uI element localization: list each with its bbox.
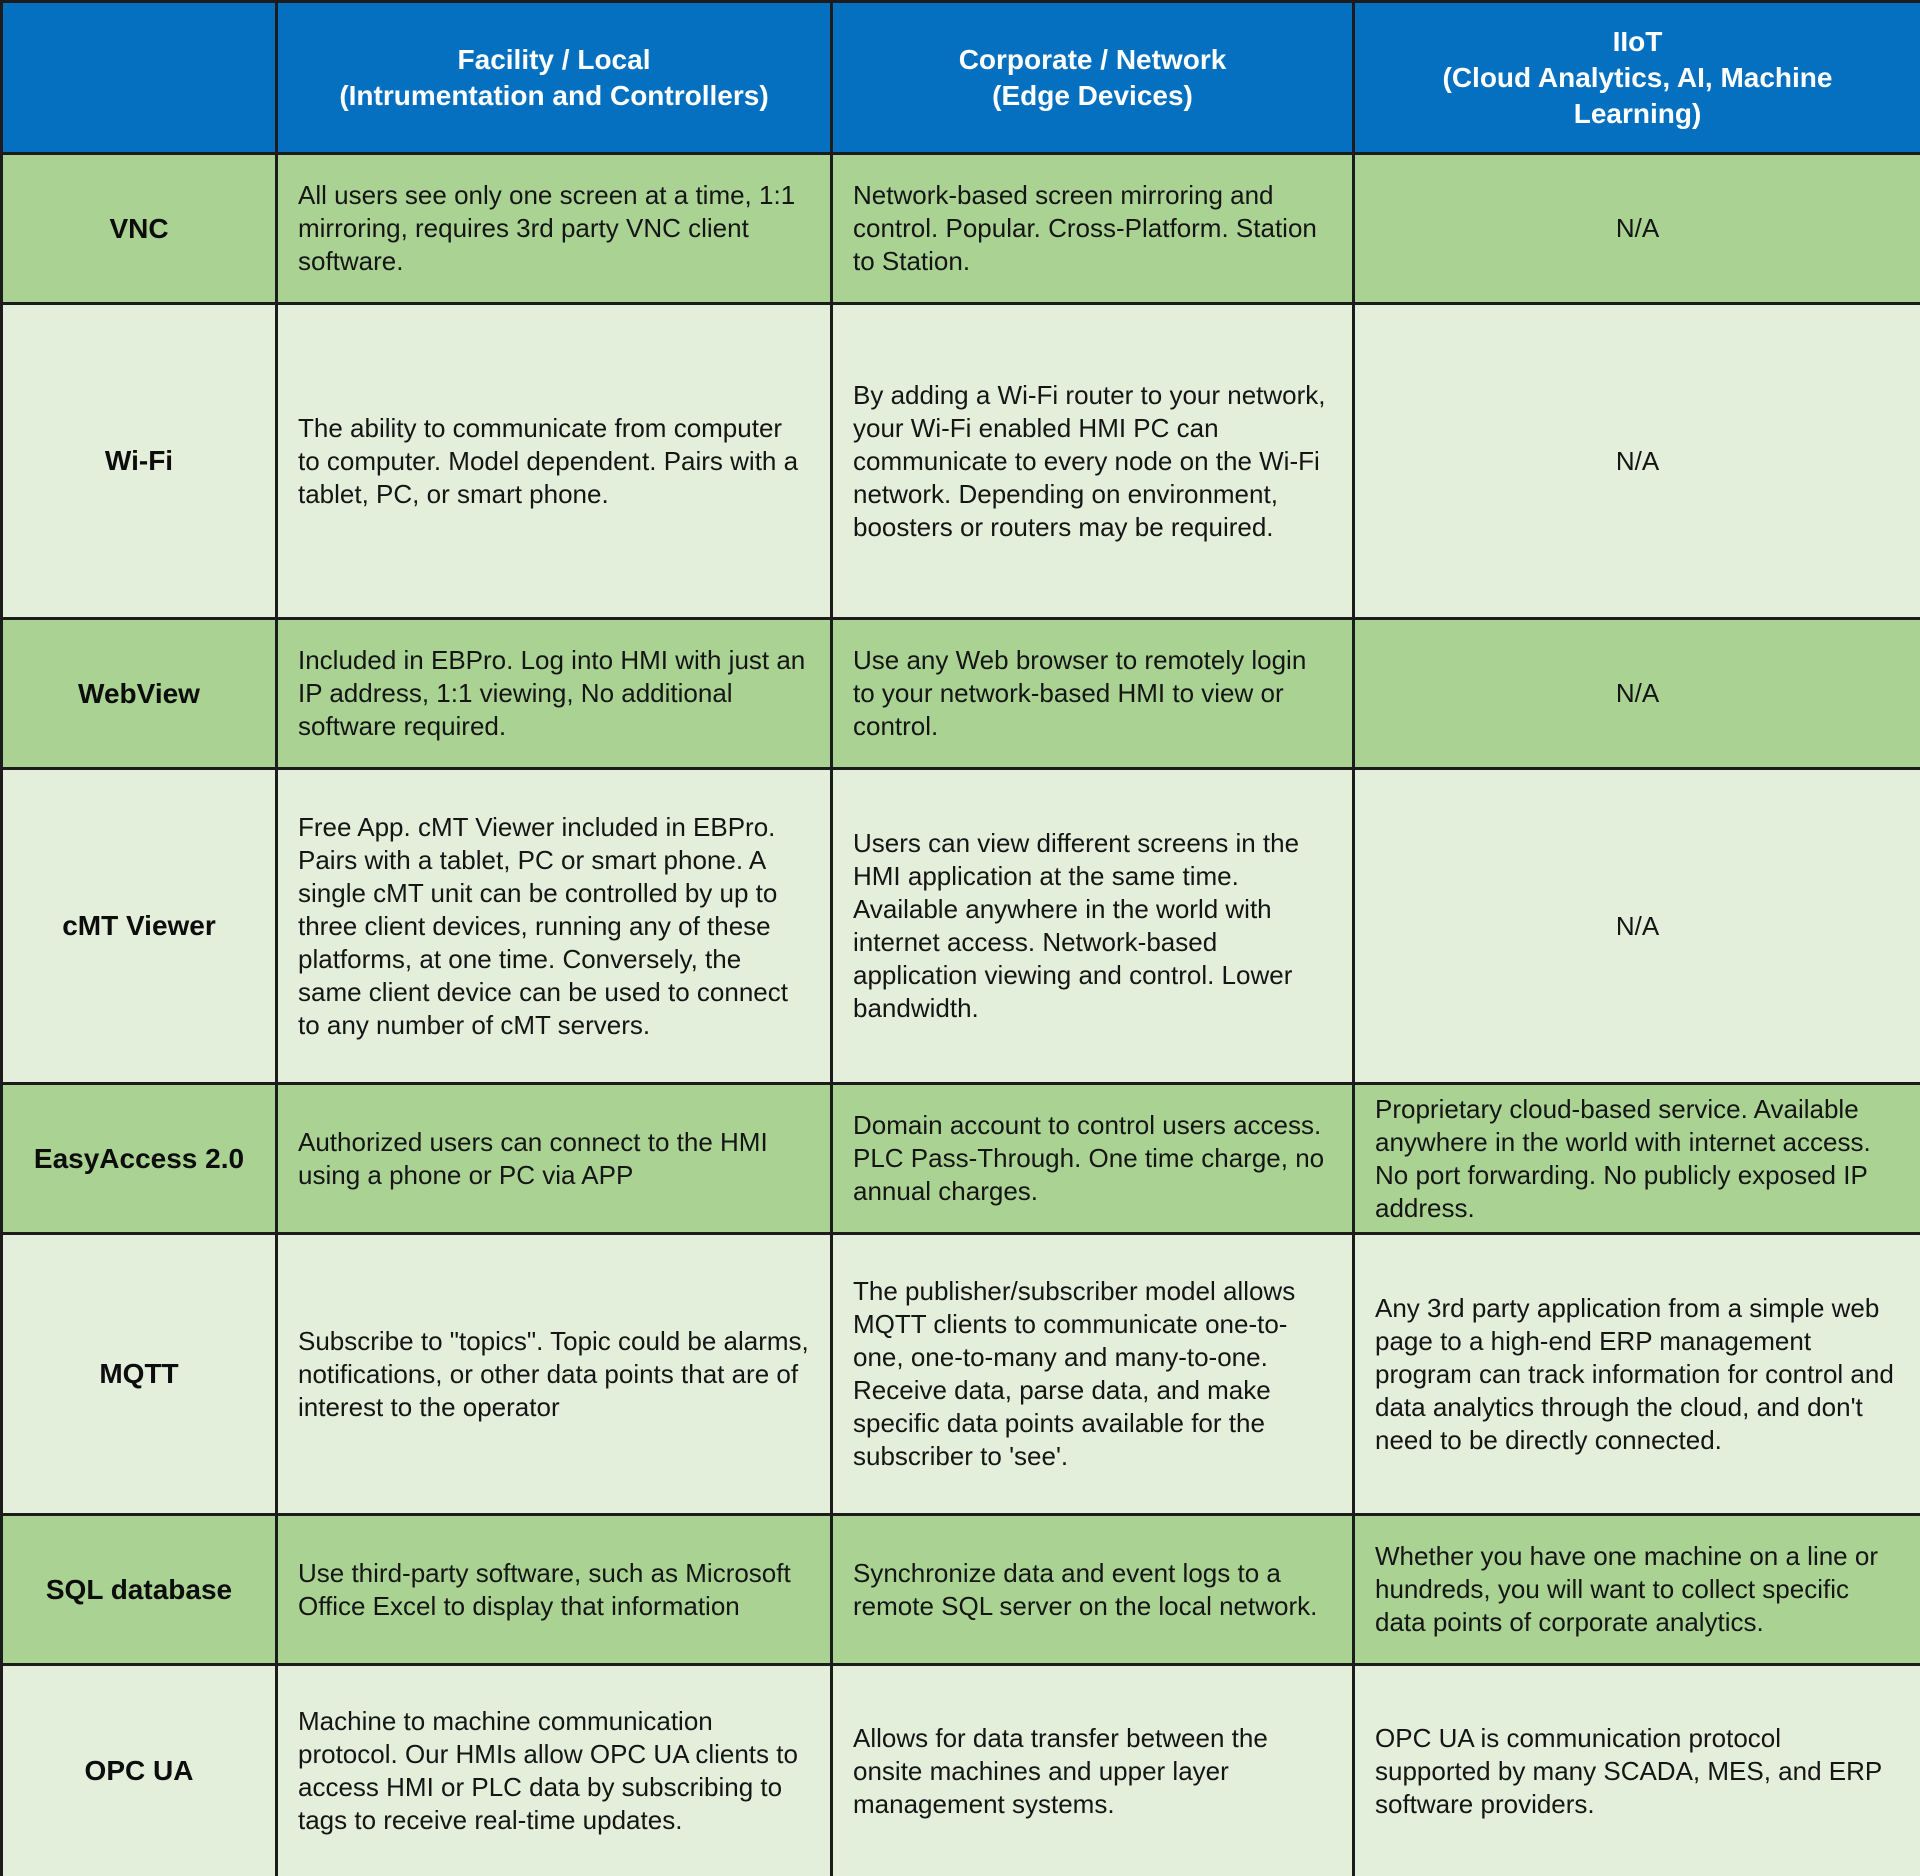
row-label-mqtt: MQTT: [2, 1234, 277, 1515]
table-row-cmt-viewer: [2, 769, 1920, 1084]
header-facility-subtitle: (Intrumentation and Controllers): [339, 79, 769, 111]
header-corporate-title: Corporate / Network: [958, 43, 1227, 75]
header-corner-cell: [2, 2, 277, 154]
row-label-vnc: VNC: [2, 154, 277, 304]
table-row-vnc: [2, 154, 1920, 304]
cell-mqtt-corporate: The publisher/subscriber model allows MQTT clients to communicate one-to-one, one-to-many and many-to-one. Receive data, parse data, and make specific data points available for the subscriber to 'see'.: [832, 1234, 1354, 1515]
cell-easyaccess-corporate: Domain account to control users access. PLC Pass-Through. One time charge, no annual charges.: [832, 1084, 1354, 1234]
cell-sql-database-facility: Use third-party software, such as Microsoft Office Excel to display that information: [277, 1515, 832, 1665]
cell-wifi-facility: The ability to communicate from computer to computer. Model dependent. Pairs with a tablet, PC, or smart phone.: [277, 304, 832, 619]
cell-opc-ua-corporate: Allows for data transfer between the onsite machines and upper layer management systems.: [832, 1665, 1354, 1876]
header-corporate-network: [832, 2, 1354, 154]
cell-easyaccess-facility: Authorized users can connect to the HMI using a phone or PC via APP: [277, 1084, 832, 1234]
cell-opc-ua-facility: Machine to machine communication protocol. Our HMIs allow OPC UA clients to access HMI or PLC data by subscribing to tags to receive real-time updates.: [277, 1665, 832, 1876]
cell-vnc-iiot: N/A: [1354, 154, 1920, 304]
row-label-cmt-viewer: cMT Viewer: [2, 769, 277, 1084]
row-label-opc-ua: OPC UA: [2, 1665, 277, 1876]
cell-webview-facility: Included in EBPro. Log into HMI with just an IP address, 1:1 viewing, No additional software required.: [277, 619, 832, 769]
cell-mqtt-iiot: Any 3rd party application from a simple web page to a high-end ERP management program can track information for control and data analytics through the cloud, and don't need to be directly connected.: [1354, 1234, 1920, 1515]
cell-webview-iiot: N/A: [1354, 619, 1920, 769]
cell-webview-corporate: Use any Web browser to remotely login to your network-based HMI to view or control.: [832, 619, 1354, 769]
table-row-webview: [2, 619, 1920, 769]
row-label-wifi: Wi-Fi: [2, 304, 277, 619]
table-row-opc-ua: [2, 1665, 1920, 1876]
cell-easyaccess-iiot: Proprietary cloud-based service. Available anywhere in the world with internet access. No port forwarding. No publicly exposed IP address.: [1354, 1084, 1920, 1234]
cell-opc-ua-iiot: OPC UA is communication protocol supported by many SCADA, MES, and ERP software providers.: [1354, 1665, 1920, 1876]
header-iiot-subtitle: (Cloud Analytics, AI, Machine Learning): [1442, 61, 1833, 129]
cell-cmt-viewer-corporate: Users can view different screens in the HMI application at the same time. Available anywhere in the world with internet access. Network-based application viewing and control. Lower bandwidth.: [832, 769, 1354, 1084]
table-row-sql-database: [2, 1515, 1920, 1665]
header-corporate-subtitle: (Edge Devices): [992, 79, 1193, 111]
cell-sql-database-corporate: Synchronize data and event logs to a remote SQL server on the local network.: [832, 1515, 1354, 1665]
cell-mqtt-facility: Subscribe to "topics". Topic could be alarms, notifications, or other data points that are of interest to the operator: [277, 1234, 832, 1515]
table-row-easyaccess: [2, 1084, 1920, 1234]
cell-cmt-viewer-iiot: N/A: [1354, 769, 1920, 1084]
table-row-wifi: [2, 304, 1920, 619]
row-label-webview: WebView: [2, 619, 277, 769]
header-facility-local: [277, 2, 832, 154]
cell-wifi-corporate: By adding a Wi-Fi router to your network, your Wi-Fi enabled HMI PC can communicate to every node on the Wi-Fi network. Depending on environment, boosters or routers may be required.: [832, 304, 1354, 619]
header-iiot-title: IIoT: [1612, 25, 1663, 57]
row-label-sql-database: SQL database: [2, 1515, 277, 1665]
header-row: [2, 2, 1920, 154]
header-facility-title: Facility / Local: [457, 43, 651, 75]
cell-vnc-corporate: Network-based screen mirroring and control. Popular. Cross-Platform. Station to Station.: [832, 154, 1354, 304]
cell-wifi-iiot: N/A: [1354, 304, 1920, 619]
cell-vnc-facility: All users see only one screen at a time, 1:1 mirroring, requires 3rd party VNC client software.: [277, 154, 832, 304]
cell-sql-database-iiot: Whether you have one machine on a line or hundreds, you will want to collect specific data points of corporate analytics.: [1354, 1515, 1920, 1665]
header-iiot: [1354, 2, 1920, 154]
cell-cmt-viewer-facility: Free App. cMT Viewer included in EBPro. Pairs with a tablet, PC or smart phone. A single cMT unit can be controlled by up to three client devices, running any of these platforms, at one time. Conversely, the same client device can be used to connect to any number of cMT servers.: [277, 769, 832, 1084]
row-label-easyaccess: EasyAccess 2.0: [2, 1084, 277, 1234]
table-row-mqtt: [2, 1234, 1920, 1515]
